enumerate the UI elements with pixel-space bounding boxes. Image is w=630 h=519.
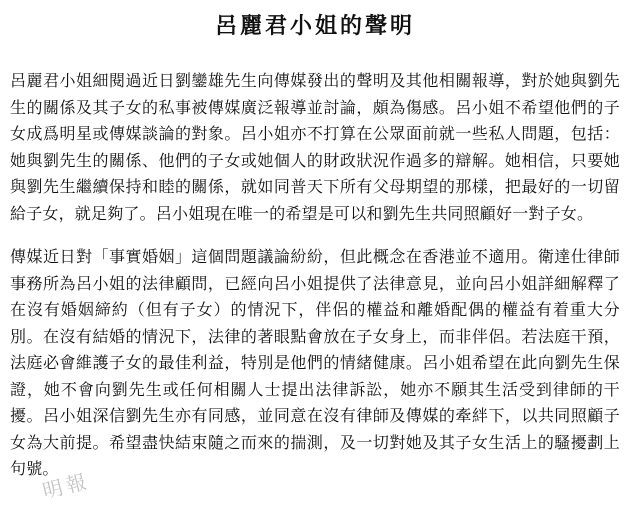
document-title: 呂麗君小姐的聲明 (214, 14, 415, 39)
paragraph-2: 傳媒近日對「事實婚姻」這個問題議論紛紛，但此概念在香港並不適用。衛達仕律師事務所為呂小姐的法律顧問，已經向呂小姐提供了法律意見，並向呂小姐詳細解釋了在沒有婚姻締約（但有子女）的情況下，伴侶的權益和離婚配偶的權益有着重大分別。在沒有結婚的情況下，法律的著眼點會放在子女身上，而非伴侶。若法庭干預，法庭必會維護子女的最佳利益，特別是他們的情緒健康。呂小姐希望在此向劉先生保證，她不會向劉先生或任何相關人士提出法律訴訟，她亦不願其生活受到律師的干擾。呂小姐深信劉先生亦有同感，並同意在沒有律師及傳媒的牽絆下，以共同照顧子女為大前提。希望盡快結束隨之而來的揣測，及一切對她及其子女生活上的騷擾劃上句號。 (10, 247, 620, 478)
paragraph-1: 呂麗君小姐細閱過近日劉鑾雄先生向傳媒發出的聲明及其他相關報導，對於她與劉先生的關係及其子女的私事被傳媒廣泛報導並討論，頗為傷感。呂小姐不希望他們的子女成爲明星或傳媒談論的對象。呂小姐亦不打算在公眾面前就一些私人問題，包括：她與劉先生的關係、他們的子女或她個人的財政狀況作過多的辯解。她相信，只要她與劉先生繼續保持和睦的關係，就如同普天下所有父母期望的那樣，把最好的一切留給子女，就足夠了。呂小姐現在唯一的希望是可以和劉先生共同照顧好一對子女。 (10, 71, 620, 223)
watermark-logo: 明報 (40, 468, 93, 504)
